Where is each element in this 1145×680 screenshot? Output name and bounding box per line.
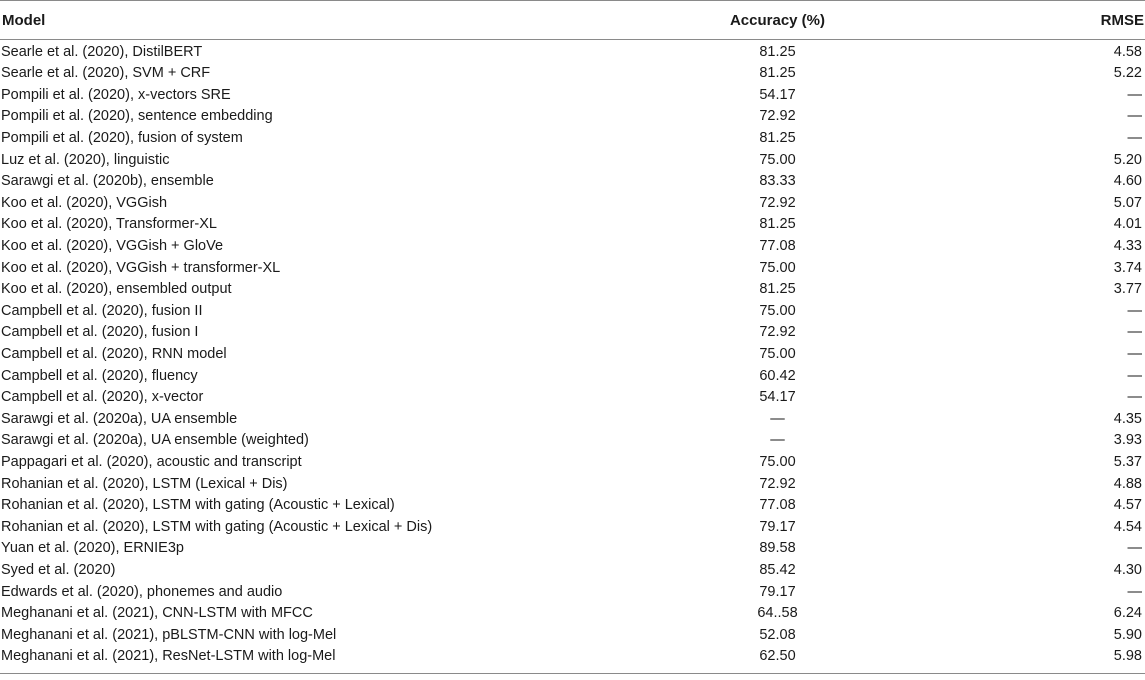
cell-rmse: 5.90: [1113, 626, 1142, 643]
cell-rmse: 5.37: [1113, 453, 1142, 470]
cell-rmse: 4.01: [1113, 216, 1142, 233]
cell-model: Meghanani et al. (2021), pBLSTM-CNN with log-Mel: [1, 626, 337, 643]
cell-rmse: —: [1127, 324, 1142, 341]
cell-model: Yuan et al. (2020), ERNIE3p: [1, 540, 184, 557]
column-header-model: Model: [0, 1, 640, 40]
cell-model: Meghanani et al. (2021), ResNet-LSTM with log-Mel: [1, 648, 336, 665]
cell-accuracy: 60.42: [759, 367, 796, 384]
table-row: [0, 624, 1145, 646]
cell-accuracy: 89.58: [759, 540, 796, 557]
cell-model: Campbell et al. (2020), fluency: [1, 367, 198, 384]
table-row: [0, 40, 1145, 64]
cell-accuracy: 72.92: [759, 194, 796, 211]
cell-rmse: —: [1127, 108, 1142, 125]
cell-rmse: 5.07: [1113, 194, 1142, 211]
table-row: [0, 430, 1145, 452]
cell-model: Pompili et al. (2020), fusion of system: [1, 130, 243, 147]
cell-rmse: 4.35: [1113, 410, 1142, 427]
cell-rmse: —: [1127, 367, 1142, 384]
cell-model: Koo et al. (2020), ensembled output: [1, 281, 232, 298]
cell-model: Campbell et al. (2020), x-vector: [1, 389, 204, 406]
table-row: [0, 409, 1145, 431]
cell-model: Pompili et al. (2020), x-vectors SRE: [1, 86, 231, 103]
table-row: [0, 495, 1145, 517]
table-row: [0, 279, 1145, 301]
cell-rmse: 3.77: [1113, 281, 1142, 298]
cell-rmse: 5.98: [1113, 648, 1142, 665]
cell-accuracy: 85.42: [759, 561, 796, 578]
bottom-rule: [0, 673, 1145, 674]
table-row: [0, 85, 1145, 107]
cell-accuracy: —: [770, 432, 785, 449]
cell-accuracy: 75.00: [759, 302, 796, 319]
table-header: [0, 1, 1145, 40]
cell-model: Rohanian et al. (2020), LSTM with gating (Acoustic + Lexical): [1, 497, 395, 514]
cell-rmse: —: [1127, 389, 1142, 406]
cell-rmse: 3.74: [1113, 259, 1142, 276]
cell-model: Pappagari et al. (2020), acoustic and transcript: [1, 453, 302, 470]
cell-accuracy: 79.17: [759, 583, 796, 600]
table-row: [0, 106, 1145, 128]
cell-accuracy: 75.00: [759, 346, 796, 363]
cell-accuracy: 72.92: [759, 324, 796, 341]
table-row: [0, 603, 1145, 625]
cell-model: Campbell et al. (2020), fusion I: [1, 324, 199, 341]
cell-accuracy: 75.00: [759, 259, 796, 276]
cell-model: Syed et al. (2020): [1, 561, 116, 578]
cell-accuracy: 79.17: [759, 518, 796, 535]
table-row: [0, 171, 1145, 193]
cell-rmse: 4.57: [1113, 497, 1142, 514]
table-row: [0, 257, 1145, 279]
cell-model: Rohanian et al. (2020), LSTM with gating (Acoustic + Lexical + Dis): [1, 518, 433, 535]
table-row: [0, 387, 1145, 409]
cell-model: Campbell et al. (2020), fusion II: [1, 302, 203, 319]
cell-model: Meghanani et al. (2021), CNN-LSTM with MFCC: [1, 605, 313, 622]
table-row: [0, 516, 1145, 538]
cell-accuracy: 64..58: [757, 605, 798, 622]
cell-accuracy: 83.33: [759, 173, 796, 190]
table-row: [0, 322, 1145, 344]
cell-model: Koo et al. (2020), VGGish + GloVe: [1, 238, 224, 255]
cell-rmse: 3.93: [1113, 432, 1142, 449]
cell-rmse: 6.24: [1113, 605, 1142, 622]
table-row: [0, 301, 1145, 323]
table-row: [0, 538, 1145, 560]
cell-rmse: —: [1127, 86, 1142, 103]
cell-rmse: —: [1127, 583, 1142, 600]
table-row: [0, 473, 1145, 495]
cell-model: Sarawgi et al. (2020a), UA ensemble: [1, 410, 238, 427]
cell-rmse: —: [1127, 302, 1142, 319]
cell-accuracy: 72.92: [759, 475, 796, 492]
table-row: [0, 193, 1145, 215]
table-row: [0, 560, 1145, 582]
cell-rmse: 4.33: [1113, 238, 1142, 255]
cell-model: Searle et al. (2020), SVM + CRF: [1, 65, 211, 82]
column-header-rmse: RMSE: [915, 1, 1145, 40]
cell-model: Koo et al. (2020), Transformer-XL: [1, 216, 217, 233]
cell-model: Pompili et al. (2020), sentence embedding: [1, 108, 273, 125]
column-header-accuracy: Accuracy (%): [640, 1, 915, 40]
table-row: [0, 214, 1145, 236]
cell-rmse: 5.22: [1113, 65, 1142, 82]
cell-model: Luz et al. (2020), linguistic: [1, 151, 170, 168]
cell-accuracy: 81.25: [759, 130, 796, 147]
cell-accuracy: 81.25: [759, 44, 796, 60]
cell-model: Edwards et al. (2020), phonemes and audio: [1, 583, 283, 600]
cell-accuracy: 75.00: [759, 453, 796, 470]
cell-accuracy: —: [770, 410, 785, 427]
table-body: [0, 40, 1145, 668]
cell-accuracy: 72.92: [759, 108, 796, 125]
cell-rmse: 4.54: [1113, 518, 1142, 535]
cell-model: Rohanian et al. (2020), LSTM (Lexical + Dis): [1, 475, 288, 492]
cell-model: Koo et al. (2020), VGGish + transformer-XL: [1, 259, 281, 276]
header-row: [0, 1, 1145, 40]
cell-rmse: 4.30: [1113, 561, 1142, 578]
cell-accuracy: 81.25: [759, 216, 796, 233]
table-row: [0, 452, 1145, 474]
cell-accuracy: 54.17: [759, 389, 796, 406]
table-row: [0, 581, 1145, 603]
cell-accuracy: 81.25: [759, 65, 796, 82]
cell-rmse: 4.58: [1113, 44, 1142, 60]
cell-rmse: 5.20: [1113, 151, 1142, 168]
cell-accuracy: 75.00: [759, 151, 796, 168]
table-row: [0, 63, 1145, 85]
cell-accuracy: 81.25: [759, 281, 796, 298]
cell-rmse: —: [1127, 540, 1142, 557]
cell-accuracy: 77.08: [759, 238, 796, 255]
cell-model: Searle et al. (2020), DistilBERT: [1, 44, 203, 60]
table-row: [0, 149, 1145, 171]
table-row: [0, 128, 1145, 150]
cell-rmse: 4.88: [1113, 475, 1142, 492]
table-row: [0, 646, 1145, 668]
cell-model: Koo et al. (2020), VGGish: [1, 194, 168, 211]
cell-model: Sarawgi et al. (2020a), UA ensemble (weighted): [1, 432, 309, 449]
cell-model: Sarawgi et al. (2020b), ensemble: [1, 173, 214, 190]
cell-accuracy: 52.08: [759, 626, 796, 643]
cell-model: Campbell et al. (2020), RNN model: [1, 346, 227, 363]
cell-accuracy: 77.08: [759, 497, 796, 514]
cell-rmse: —: [1127, 130, 1142, 147]
cell-accuracy: 54.17: [759, 86, 796, 103]
cell-accuracy: 62.50: [759, 648, 796, 665]
table-row: [0, 236, 1145, 258]
table-row: [0, 344, 1145, 366]
cell-rmse: 4.60: [1113, 173, 1142, 190]
table-row: [0, 365, 1145, 387]
cell-rmse: —: [1127, 346, 1142, 363]
